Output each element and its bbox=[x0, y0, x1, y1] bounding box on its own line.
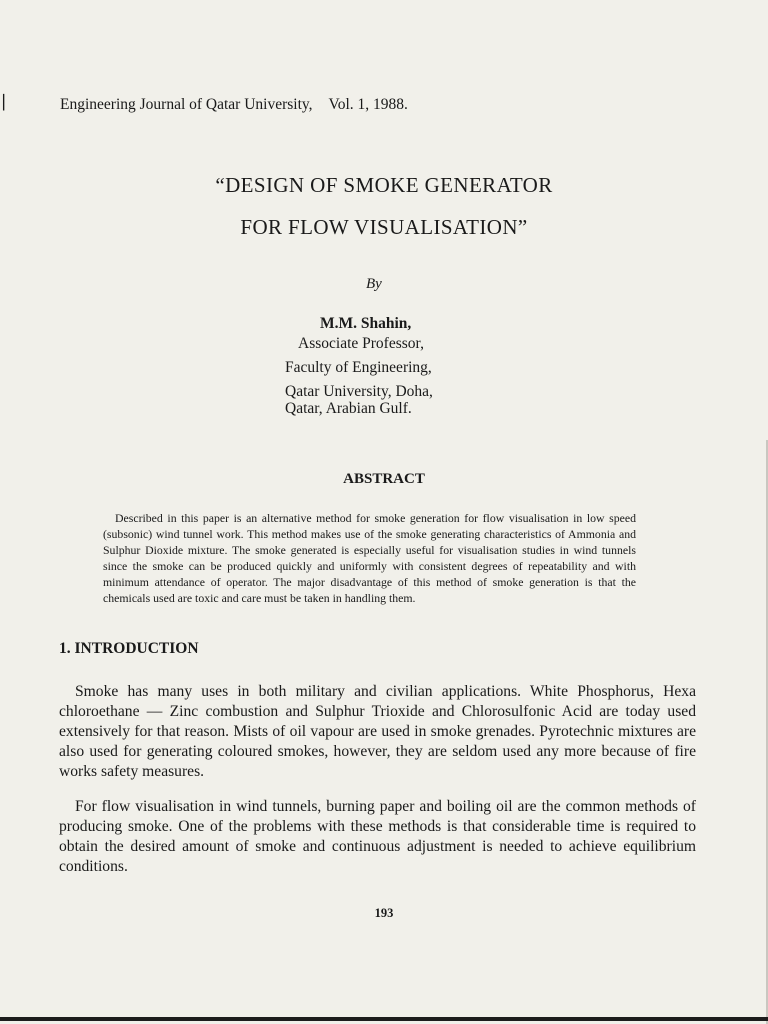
author-location: Qatar, Arabian Gulf. bbox=[285, 400, 412, 417]
author-university: Qatar University, Doha, bbox=[285, 383, 433, 400]
introduction-paragraph-2: For flow visualisation in wind tunnels, burning paper and boiling oil are the common methods of producing smoke. One of the problems with these methods is that considerable time is required to obtain the desired amount of smoke and continuous adjustment is needed to achieve equilibrium conditions. bbox=[59, 798, 696, 875]
abstract-text: Described in this paper is an alternative method for smoke generation for flow visualisation in low speed (subsonic) wind tunnel work. This method makes use of the smoke generating characteristics of Ammonia and Sulphur Dioxide mixture. The smoke generated is especially useful for visualisation studies in wind tunnels since the smoke can be produced quickly and uniformly with consistent degrees of repeatability and with minimum attendance of operator. The major disadvantage of this method of smoke generation is that the chemicals used are toxic and care must be taken in handling them. bbox=[103, 511, 636, 605]
paper-title-line-2: FOR FLOW VISUALISATION” bbox=[240, 215, 528, 239]
scan-bottom-edge bbox=[0, 1017, 768, 1021]
abstract-heading: ABSTRACT bbox=[343, 471, 425, 487]
author-position: Associate Professor, bbox=[298, 335, 424, 352]
journal-volume: Vol. 1, 1988. bbox=[328, 96, 408, 113]
byline: By bbox=[366, 276, 382, 292]
introduction-heading: 1. INTRODUCTION bbox=[59, 640, 199, 657]
journal-header bbox=[60, 96, 408, 114]
page-number: 193 bbox=[374, 906, 394, 920]
introduction-paragraph-1: Smoke has many uses in both military and civilian applications. White Phosphorus, Hexa chloroethane — Zinc combustion and Sulphur Trioxide and Chlorosulfonic Acid are today used extensively for that reason. Mists of oil vapour are used in smoke grenades. Pyrotechnic mixtures are also used for generating coloured smokes, however, they are seldom used any more because of fire works safety measures. bbox=[59, 683, 696, 780]
paper-title-line-1: “DESIGN OF SMOKE GENERATOR bbox=[215, 173, 553, 197]
author-name: M.M. Shahin, bbox=[320, 315, 412, 332]
margin-mark: ▏ bbox=[3, 96, 14, 111]
author-faculty: Faculty of Engineering, bbox=[285, 359, 432, 376]
journal-name: Engineering Journal of Qatar University, bbox=[60, 96, 313, 113]
